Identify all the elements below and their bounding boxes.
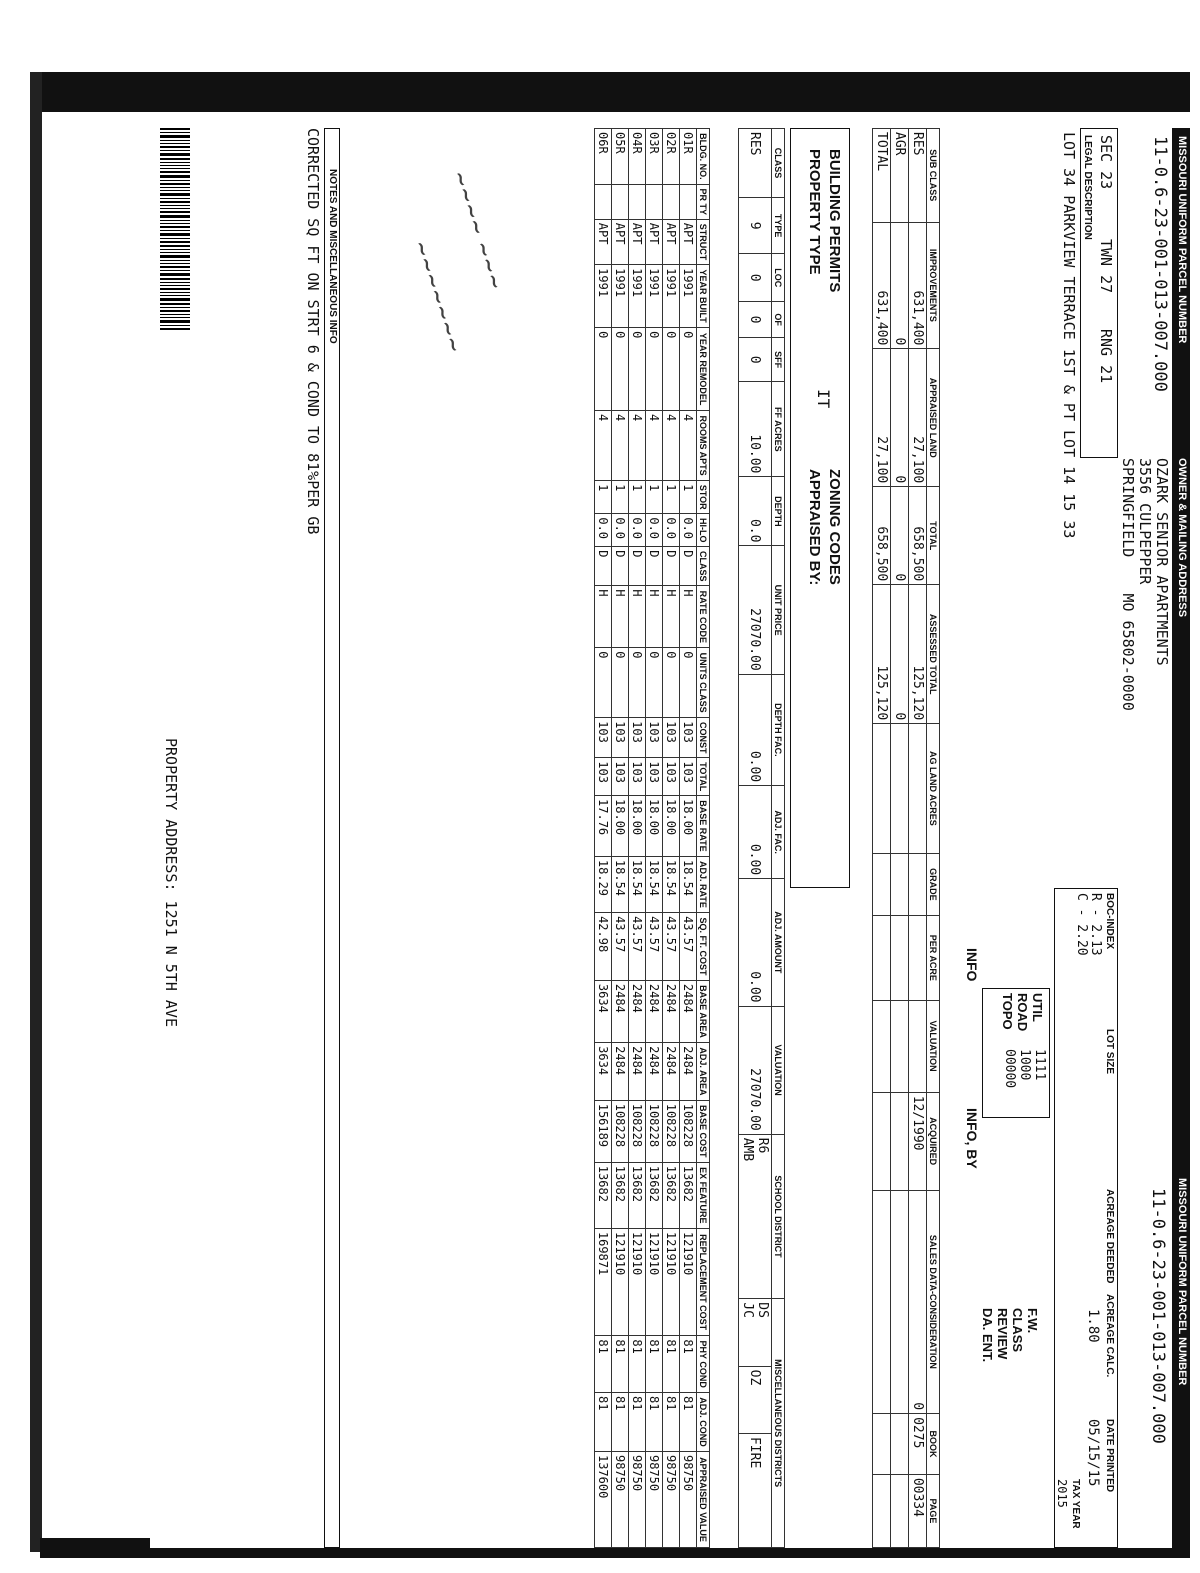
zone-line-2: C - 2.20 — [1074, 893, 1089, 956]
building-row: 03R APT 1991 0 4 1 0.0 D H 0 103 103 18.00 18.54 43.57 2484 2484 108228 13682 121910 81 81 98750 — [646, 129, 663, 1548]
school-district-2: AMB — [740, 1137, 755, 1162]
bcol-9: RATE CODE — [697, 586, 710, 648]
topo-label: TOPO — [1000, 993, 1015, 1030]
lot-size-label: LOT SIZE — [1104, 1029, 1115, 1074]
road-value: 1000 — [1017, 1049, 1032, 1081]
value-row-total: TOTAL 631,400 27,100 658,500 125,120 — [873, 129, 891, 1548]
property-address: PROPERTY ADDRESS: 1251 N 5TH AVE — [162, 738, 180, 1027]
info-by-label: INFO, BY — [964, 1108, 980, 1169]
bcol-10: UNITS CLASS — [697, 648, 710, 718]
bcol-21: PHY COND — [697, 1336, 710, 1393]
util-value: 1111 — [1032, 1049, 1047, 1081]
zone-line-1: R - 2.13 — [1088, 893, 1103, 956]
info-label: INFO — [964, 948, 980, 982]
handwritten-annotation-2: ~~~~~~~ — [408, 237, 468, 357]
owner-name: OZARK SENIOR APARTMENTS — [1153, 458, 1171, 666]
bcol-3: YEAR BUILT — [697, 265, 710, 328]
parcel-number-right: 11-0.6-23-001-013-007.000 — [1148, 1188, 1168, 1444]
date-printed-value: 05/15/15 — [1085, 1419, 1101, 1487]
value-row-res: RES 631,400 27,100 658,500 125,120 12/1990 0 0275 00334 — [909, 129, 927, 1548]
bcol-12: TOTAL — [697, 758, 710, 796]
bcol-17: ADJ. AREA — [697, 1043, 710, 1101]
misc-districts-label: MISCELLANEOUS DISTRICTS — [772, 1299, 785, 1548]
bcol-14: ADJ. RATE — [697, 856, 710, 912]
col-sales-data: SALES DATA-CONSIDERATION — [927, 1190, 940, 1413]
scan-top-edge — [40, 72, 1190, 112]
bcol-23: APPRAISED VALUE — [697, 1451, 710, 1547]
bcol-1: PR TY — [697, 184, 710, 219]
col-acquired: ACQUIRED — [927, 1092, 940, 1190]
section-sec: SEC 23 — [1097, 135, 1115, 190]
permits-box — [790, 128, 850, 888]
col-total: TOTAL — [927, 487, 940, 585]
land-row: RES 9 0 0 0 10.00 0.0 27070.00 0.00 0.00 0.00 27070.00 R6 AMB DS JC OZ FIRE — [739, 129, 772, 1548]
building-row: 06R APT 1991 0 4 1 0.0 D H 0 103 103 17.76 18.29 42.98 3634 3634 156189 13682 169871 81 81 137600 — [595, 129, 612, 1548]
col-sub-class: SUB CLASS — [927, 129, 940, 223]
acreage-deeded-label: ACREAGE DEEDED — [1104, 1189, 1115, 1284]
bcol-16: BASE AREA — [697, 980, 710, 1042]
bcol-22: ADJ. COND — [697, 1393, 710, 1452]
tax-year-label: TAX YEAR — [1070, 1479, 1081, 1529]
col-ag-land-acres: AG LAND ACRES — [927, 724, 940, 853]
header-center: OWNER & MAILING ADDRESS — [1176, 458, 1188, 618]
notes-label: NOTES AND MISCELLANEOUS INFO — [327, 169, 338, 344]
parcel-number: 11-0.6-23-001-013-007.000 — [1150, 136, 1170, 392]
road-label: ROAD — [1015, 993, 1030, 1032]
col-book: BOOK — [927, 1414, 940, 1475]
date-printed-label: DATE PRINTED — [1104, 1419, 1115, 1493]
bcol-5: ROOMS APTS — [697, 411, 710, 481]
school-district-1: R6 — [755, 1137, 770, 1154]
boc-index-label: BOC-INDEX — [1104, 893, 1115, 950]
section-rng: RNG 21 — [1097, 329, 1115, 384]
bcol-7: HI-LO — [697, 514, 710, 547]
bcol-8: CLASS — [697, 547, 710, 586]
zoning-codes-label: ZONING CODES — [826, 469, 843, 585]
value-table — [872, 128, 940, 1548]
building-permits-label: BUILDING PERMITS — [826, 149, 843, 293]
bcol-6: STOR — [697, 481, 710, 514]
bcol-13: BASE RATE — [697, 796, 710, 857]
owner-street: 3556 CULPEPPER — [1136, 458, 1154, 585]
building-row: 01R APT 1991 0 4 1 0.0 D H 0 103 103 18.00 18.54 43.57 2484 2484 108228 13682 121910 81 81 98750 — [680, 129, 697, 1548]
value-row-agr: AGR 0 0 0 0 — [891, 129, 909, 1548]
owner-state-zip: MO 65802-0000 — [1119, 593, 1137, 711]
col-assessed-total: ASSESSED TOTAL — [927, 585, 940, 724]
bcol-2: STRUCT — [697, 219, 710, 264]
form-header-bar — [1172, 128, 1190, 1548]
property-type-label: PROPERTY TYPE — [806, 149, 823, 275]
acreage-calc-value: 1.80 — [1085, 1309, 1101, 1343]
header-right: MISSOURI UNIFORM PARCEL NUMBER — [1176, 1178, 1188, 1386]
acreage-calc-label: ACREAGE CALC. — [1104, 1294, 1115, 1378]
parcel-record-form — [150, 128, 1190, 1548]
col-appraised-land: APPRAISED LAND — [927, 349, 940, 487]
topo-value: 00000 — [1002, 1049, 1017, 1089]
legal-description: LOT 34 PARKVIEW TERRACE 1ST & PT LOT 14 15 33 — [1060, 132, 1078, 539]
review-labels: F.W. CLASS REVIEW DA. ENT. — [980, 1308, 1040, 1363]
building-row: 02R APT 1991 0 4 1 0.0 D H 0 103 103 18.00 18.54 43.57 2484 2484 108228 13682 121910 81 81 98750 — [663, 129, 680, 1548]
header-left: MISSOURI UNIFORM PARCEL NUMBER — [1176, 136, 1188, 344]
handwritten-annotation: ~~~~ ~~~ — [447, 167, 509, 293]
col-valuation: VALUATION — [927, 1000, 940, 1092]
scan-left-edge — [30, 72, 42, 1552]
bcol-15: SQ. FT. COST — [697, 913, 710, 981]
land-table: CLASS TYPE LOC OF SFF FF ACRES DEPTH UNIT PRICE DEPTH FAC. ADJ. FAC. ADJ. AMOUNT VALUATION SCHOOL DISTRICT MISCELLANEOUS DISTRICTS RES 9 0 0 0 10.00 0.0 27070.00 0.00 0.00 0.00 27070.00 R6 AMB DS JC OZ FIRE — [738, 128, 785, 1548]
building-row: 05R APT 1991 0 4 1 0.0 D H 0 103 103 18.00 18.54 43.57 2484 2484 108228 13682 121910 81 81 98750 — [612, 129, 629, 1548]
bcol-20: REPLACEMENT COST — [697, 1228, 710, 1335]
buildings-table — [594, 128, 710, 1548]
bcol-11: CONST — [697, 718, 710, 758]
bcol-0: BLDG. NO. — [697, 129, 710, 185]
notes-label-box — [324, 128, 340, 1548]
appraised-by-label: APPRAISED BY: — [806, 469, 823, 586]
tax-year-value: 2015 — [1055, 1479, 1069, 1508]
util-label: UTIL — [1030, 993, 1045, 1022]
section-twn: TWN 27 — [1097, 239, 1115, 294]
barcode — [160, 128, 190, 332]
bcol-18: BASE COST — [697, 1100, 710, 1162]
col-per-acre: PER ACRE — [927, 916, 940, 1000]
owner-city: SPRINGFIELD — [1119, 458, 1137, 558]
building-row: 04R APT 1991 0 4 1 0.0 D H 0 103 103 18.00 18.54 43.57 2484 2484 108228 13682 121910 81 81 98750 — [629, 129, 646, 1548]
col-grade: GRADE — [927, 853, 940, 916]
property-type-value: IT — [814, 389, 833, 409]
legal-description-label: LEGAL DESCRIPTION — [1082, 135, 1093, 240]
school-district-label: SCHOOL DISTRICT — [772, 1134, 785, 1299]
notes-text: CORRECTED SQ FT ON STRT 6 & COND TO 81%PER GB — [304, 128, 322, 535]
lot-size-box — [1054, 888, 1118, 1548]
section-box — [1080, 128, 1118, 458]
col-page: PAGE — [927, 1474, 940, 1547]
col-improvements: IMPROVEMENTS — [927, 222, 940, 349]
bcol-4: YEAR REMODEL — [697, 328, 710, 411]
owner-address — [1119, 458, 1170, 711]
bcol-19: EX FEATURE — [697, 1162, 710, 1228]
util-box — [982, 988, 1050, 1118]
